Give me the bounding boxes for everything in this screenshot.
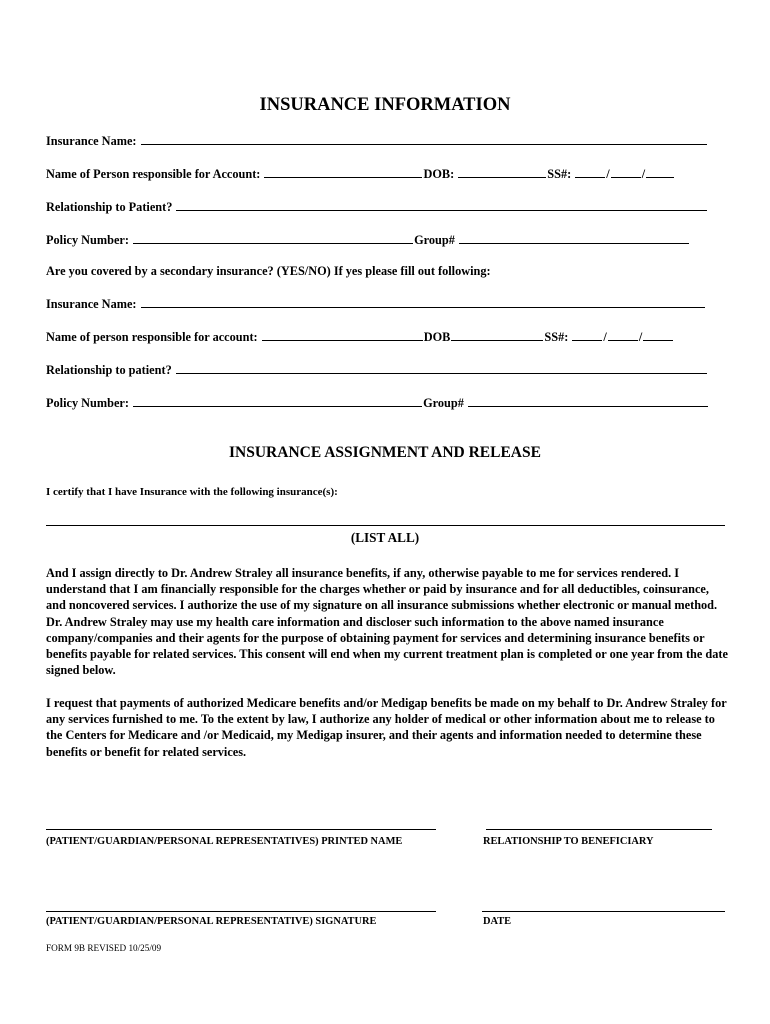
secondary-insurance-name-label: Insurance Name: (46, 297, 137, 311)
secondary-ss-label: SS#: (544, 330, 569, 344)
group-label: Group# (414, 233, 455, 247)
policy-number-label: Policy Number: (46, 233, 129, 247)
secondary-insurance-name-input[interactable] (141, 296, 705, 308)
relationship-caption: RELATIONSHIP TO BENEFICIARY (483, 836, 654, 847)
relationship-to-beneficiary-line[interactable] (486, 829, 712, 830)
printed-name-line[interactable] (46, 829, 436, 830)
policy-number-input[interactable] (133, 232, 413, 244)
secondary-responsible-input[interactable] (262, 329, 423, 341)
insurance-name-input[interactable] (141, 133, 707, 145)
dob-label: DOB: (423, 167, 455, 181)
form-revision-footer: FORM 9B REVISED 10/25/09 (46, 943, 162, 953)
date-line[interactable] (482, 911, 725, 912)
page-title: INSURANCE INFORMATION (259, 95, 511, 115)
date-caption: DATE (483, 916, 512, 927)
secondary-relationship-input[interactable] (176, 362, 707, 374)
secondary-dob-label: DOB (423, 330, 451, 344)
medicare-request-paragraph: I request that payments of authorized Medicare benefits and/or Medigap benefits be made on my behalf to Dr. Andrew Straley for any services furnished to me. To the extent by law, I authorize any holder of medical or other information about me to release to the Centers for Medicare and /or Medicaid, my Medigap insurer, and their agents and information needed to determine these benefits or benefit for related services. (46, 696, 727, 759)
certify-statement: I certify that I have Insurance with the following insurance(s): (46, 486, 338, 498)
responsible-person-label: Name of Person responsible for Account: (46, 167, 261, 181)
secondary-group-input[interactable] (468, 395, 708, 407)
secondary-policy-row (46, 395, 709, 411)
secondary-responsible-row: Name of person responsible for account: DOB SS#: / / (46, 329, 674, 345)
list-all-caption: (LIST ALL) (350, 530, 420, 545)
relationship-label: Relationship to Patient? (46, 200, 173, 214)
secondary-ss-input-part3[interactable] (643, 329, 673, 341)
secondary-policy-number-label: Policy Number: (46, 396, 129, 410)
secondary-dob-input[interactable] (451, 329, 543, 341)
primary-responsible-row: Name of Person responsible for Account: DOB: SS#: / / (46, 166, 675, 182)
secondary-group-label: Group# (423, 396, 464, 410)
secondary-responsible-label: Name of person responsible for account: (46, 330, 258, 344)
secondary-relationship-label: Relationship to patient? (46, 363, 172, 377)
primary-insurance-name-row (46, 133, 708, 149)
responsible-person-input[interactable] (264, 166, 422, 178)
signature-caption: (PATIENT/GUARDIAN/PERSONAL REPRESENTATIVE) SIGNATURE (46, 916, 377, 927)
insurance-name-label: Insurance Name: (46, 134, 137, 148)
primary-policy-row (46, 232, 690, 248)
group-input[interactable] (459, 232, 689, 244)
assignment-paragraph: And I assign directly to Dr. Andrew Straley all insurance benefits, if any, otherwise payable to me for services rendered. I understand that I am financially responsible for the charges whether or paid by insurance and for all deductibles, coinsurance, and noncovered services. I authorize the use of my signature on all insurance submissions whether electronic or manual method. Dr. Andrew Straley may use my health care information and discloser such information to the above named insurance company/companies and their agents for the purpose of obtaining payment for services and determining insurance benefits or benefits payable for related services. This consent will end when my current treatment plan is completed or one year from the date signed below. (46, 566, 728, 678)
insurance-list-input[interactable] (46, 525, 725, 526)
ss-label: SS#: (547, 167, 572, 181)
signature-line[interactable] (46, 911, 436, 912)
secondary-insurance-name-row (46, 296, 706, 312)
secondary-ss-input-part1[interactable] (572, 329, 602, 341)
secondary-policy-number-input[interactable] (133, 395, 422, 407)
secondary-ss-input-part2[interactable] (608, 329, 638, 341)
primary-relationship-row (46, 199, 708, 215)
secondary-insurance-question: Are you covered by a secondary insurance? (YES/NO) If yes please fill out following: (46, 264, 491, 278)
ss-input-part1[interactable] (575, 166, 605, 178)
ss-input-part2[interactable] (611, 166, 641, 178)
printed-name-caption: (PATIENT/GUARDIAN/PERSONAL REPRESENTATIVES) PRINTED NAME (46, 836, 403, 847)
ss-input-part3[interactable] (646, 166, 674, 178)
dob-input[interactable] (458, 166, 546, 178)
relationship-input[interactable] (176, 199, 707, 211)
secondary-relationship-row (46, 362, 708, 378)
assignment-section-title: INSURANCE ASSIGNMENT AND RELEASE (229, 444, 541, 461)
